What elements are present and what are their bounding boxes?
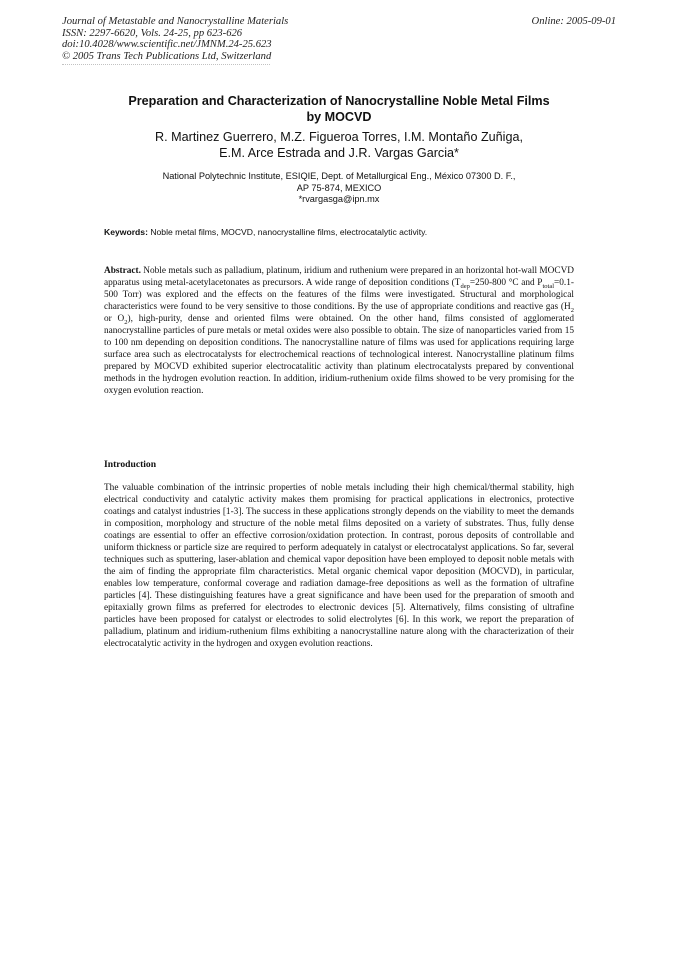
keywords-text: Noble metal films, MOCVD, nanocrystalline films, electrocatalytic activity. — [147, 227, 428, 237]
introduction-heading: Introduction — [104, 459, 157, 470]
abstract-sub-o2: 2 — [124, 318, 128, 326]
abstract-text-3: =0.1-500 Torr) was explored and the effects on the features of the films were investigated. Structural and morphological characteristics were found to be very sensitive to those conditions. By the use of appropriate conditions and reactive gas (H — [104, 278, 574, 312]
affiliation-email: *rvargasga@ipn.mx — [298, 194, 380, 205]
title-line-2: by MOCVD — [306, 109, 372, 124]
keywords — [104, 227, 574, 238]
abstract-label: Abstract. — [104, 266, 141, 276]
title-line-1: Preparation and Characterization of Nanocrystalline Noble Metal Films — [128, 94, 550, 108]
authors-line-2: E.M. Arce Estrada and J.R. Vargas Garcia* — [219, 146, 459, 160]
abstract-text-4: or O — [104, 314, 125, 324]
abstract-text-2: =250-800 °C and P — [469, 278, 543, 288]
abstract-text-1: Noble metals such as palladium, platinum, iridium and ruthenium were prepared in an horizontal hot-wall MOCVD apparatus using metal-acetylacetonates as precursors. A wide range of deposition conditions (T — [104, 266, 574, 288]
journal-issn: ISSN: 2297-6620, Vols. 24-25, pp 623-626 — [62, 27, 243, 39]
authors — [62, 129, 616, 161]
journal-doi: doi:10.4028/www.scientific.net/JMNM.24-25.623 — [62, 39, 272, 51]
affiliation-line-1: National Polytechnic Institute, ESIQIE, Dept. of Metallurgical Eng., México 07300 D. F., — [162, 171, 516, 181]
abstract-text-5: ), high-purity, dense and oriented films were obtained. On the other hand, films consisted of agglomerated nanocrystalline particles of pure metals or metal oxides were also possible to obtain. The size of nanoparticles varied from 15 to 100 nm depending on deposition conditions. The nanocrystalline nature of films was used for applications requiring large surface area such as electrocatalysts for electrochemical reactions of technological interest. Nanocrystalline platinum films prepared by MOCVD exhibited superior electrocatalitic activity than platinum electrocatalysts prepared by conventional methods in the hydrogen evolution reaction. In addition, iridium-ruthenium oxide films showed to be very promising for the oxygen evolution reaction. — [104, 314, 574, 396]
abstract-sub-dep: dep — [460, 282, 470, 290]
introduction-text: The valuable combination of the intrinsic properties of noble metals including their high chemical/thermal stability, high electrical conductivity and catalytic activity makes them promising for practical applications in electronics, protective coatings and catalyst industries [1-3]. The success in these applications strongly depends on the viability to meet the demands in composition, morphology and structure of the noble metal films deposited on a variety of substrates. Thus, fully dense coatings are essential to offer an effective corrosion/oxidation protection. In contrast, porous deposits of controllable and uniform thickness or particle size are required to perform adequately in catalyst or electrocatalyst applications. So far, several techniques such as sputtering, laser-ablation and chemical vapor deposition have been employed to deposit noble metals with the aim of finding the appropriate film characteristics. Metal organic chemical vapor deposition (MOCVD), in particular, enables low temperature, conformal coverage and radiation damage-free depositions as well as the formation of ultrafine particles [4]. These distinguishing features have a great significance and have been used for the preparation of smooth and epitaxially grown films as preferred for electrodes to electronic devices [5]. Alternatively, films consisting of ultrafine particles have been proposed for catalyst or electrodes to solid electrolytes [6]. In this work, we report the preparation of palladium, platinum and iridium-ruthenium films exhibiting a nanocrystalline nature along with the characterization of their electrocatalytic activity in the hydrogen and oxygen evolution reactions. — [104, 483, 574, 649]
online-date: Online: 2005-09-01 — [531, 16, 616, 27]
abstract — [104, 265, 574, 397]
abstract-sub-total: total — [542, 282, 555, 290]
paper-title — [62, 94, 616, 125]
affiliation-line-2: AP 75-874, MEXICO — [296, 182, 382, 193]
authors-line-1: R. Martinez Guerrero, M.Z. Figueroa Torres, I.M. Montaño Zuñiga, — [155, 130, 523, 144]
journal-name: Journal of Metastable and Nanocrystalline Materials — [62, 16, 289, 27]
abstract-sub-h2: 2 — [570, 306, 574, 314]
faded-watermark-line — [62, 64, 270, 67]
keywords-label: Keywords: — [104, 227, 148, 237]
journal-copyright: © 2005 Trans Tech Publications Ltd, Switzerland — [62, 50, 272, 62]
affiliation — [62, 171, 616, 206]
